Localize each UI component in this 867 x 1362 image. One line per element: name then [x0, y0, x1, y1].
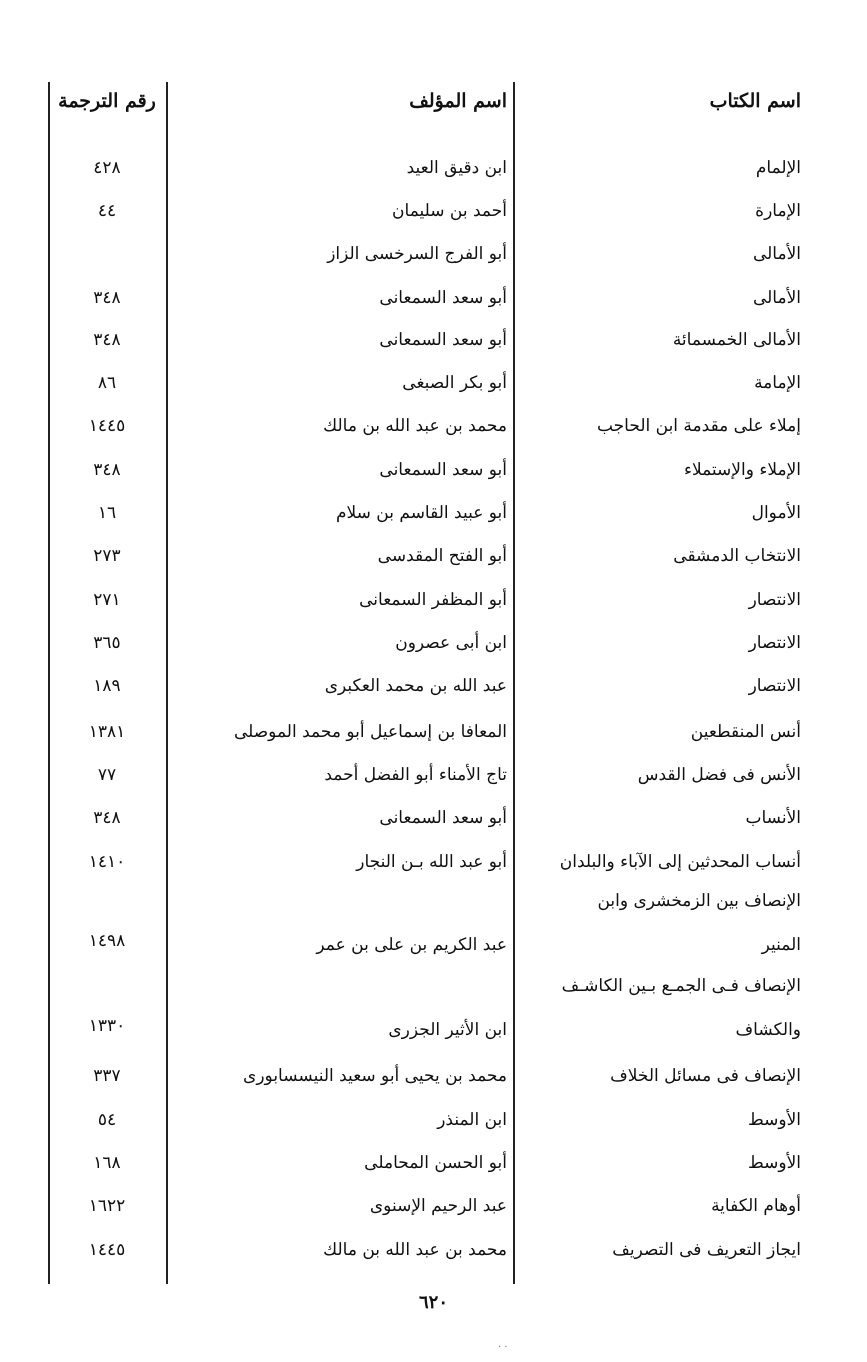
table-row: [0, 757, 867, 797]
entry-number-cell: ١٤٩٨: [88, 931, 126, 951]
entry-number-cell: ٣٤٨: [93, 808, 121, 828]
entry-number-cell: ٢٧١: [93, 590, 121, 610]
entry-number-cell: ١٦٨: [93, 1153, 121, 1173]
table-row: [0, 800, 867, 840]
author-name-cell: ابن أبى عصرون: [395, 633, 507, 653]
author-name-cell: ابن الأثير الجزرى: [388, 1020, 507, 1040]
book-title-cell: أنساب المحدثين إلى الآباء والبلدان: [559, 852, 801, 872]
entry-number-cell: ١٤٤٥: [88, 416, 126, 436]
author-name-cell: أبو الفرج السرخسى الزاز: [327, 244, 507, 264]
book-title-cell: الإنصاف فى مسائل الخلاف: [610, 1066, 801, 1086]
entry-number-cell: ٣٤٨: [93, 330, 121, 350]
book-title-cell: الإمامة: [754, 373, 801, 393]
author-name-cell: أبو عبد الله بـن النجار: [356, 852, 507, 872]
entry-number-cell: ٤٢٨: [93, 158, 121, 178]
book-title-cell: الأمالى: [752, 244, 801, 264]
author-name-cell: محمد بن يحيى أبو سعيد النيسسابورى: [243, 1066, 507, 1086]
entry-number-cell: ١٤١٠: [88, 852, 126, 872]
table-row: [0, 322, 867, 362]
table-row: [0, 538, 867, 578]
entry-number-cell: ٣٣٧: [93, 1066, 121, 1086]
author-name-cell: أبو سعد السمعانى: [379, 460, 507, 480]
book-title-cell: الأنساب: [745, 808, 801, 828]
entry-number-cell: ٣٤٨: [93, 288, 121, 308]
entry-number-cell: ٨٦: [97, 373, 117, 393]
table-row: [0, 976, 867, 1040]
book-title-cell: الانتصار: [748, 590, 801, 610]
book-title-cell-continued: المنير: [761, 935, 801, 955]
table-row: [0, 668, 867, 708]
entry-number-cell: ١٣٣٠: [88, 1016, 126, 1036]
author-name-cell: أبو بكر الصبغى: [402, 373, 507, 393]
author-name-cell: تاج الأمناء أبو الفضل أحمد: [324, 765, 507, 785]
table-row: [0, 714, 867, 754]
author-name-cell: ابن دقيق العيد: [406, 158, 507, 178]
table-row: [0, 193, 867, 233]
book-title-cell-continued: والكشاف: [735, 1020, 801, 1040]
author-name-cell: محمد بن عبد الله بن مالك: [323, 1240, 507, 1260]
author-name-cell: عبد الله بن محمد العكبرى: [324, 676, 507, 696]
table-row: [0, 1058, 867, 1098]
book-title-cell: الانتخاب الدمشقى: [673, 546, 801, 566]
book-title-cell: أنس المنقطعين: [690, 722, 801, 742]
table-row: [0, 1145, 867, 1185]
book-title-cell: الأوسط: [747, 1153, 801, 1173]
entry-number-cell: ٢٧٣: [93, 546, 121, 566]
entry-number-cell: ١٦٢٢: [88, 1196, 126, 1216]
author-name-cell: أبو سعد السمعانى: [379, 808, 507, 828]
scan-artifact: · ·: [498, 1342, 508, 1353]
table-row: [0, 1188, 867, 1228]
author-name-cell: عبد الرحيم الإسنوى: [369, 1196, 507, 1216]
entry-number-cell: ٣٤٨: [93, 460, 121, 480]
entry-number-cell: ١٤٤٥: [88, 1240, 126, 1260]
book-title-cell: الأوسط: [747, 1110, 801, 1130]
page-number: ٦٢٠: [418, 1292, 448, 1313]
table-row: [0, 280, 867, 320]
book-title-cell: الإلمام: [755, 158, 801, 178]
table-row: [0, 1232, 867, 1272]
book-title-cell: الانتصار: [748, 633, 801, 653]
author-name-cell: أبو سعد السمعانى: [379, 330, 507, 350]
entry-number-cell: ١٦: [97, 503, 117, 523]
author-name-cell: المعافا بن إسماعيل أبو محمد الموصلى: [233, 722, 507, 742]
author-name-cell: أبو عبيد القاسم بن سلام: [335, 503, 507, 523]
book-title-cell: الإمارة: [755, 201, 801, 221]
book-title-cell: أوهام الكفاية: [711, 1196, 801, 1216]
book-title-cell: الإنصاف بين الزمخشرى وابن: [597, 891, 801, 911]
header-book-title: اسم الكتاب: [709, 90, 801, 112]
book-title-cell: الأموال: [751, 503, 801, 523]
author-name-cell: أبو المظفر السمعانى: [359, 590, 507, 610]
table-header: [0, 84, 867, 124]
entry-number-cell: ٣٦٥: [93, 633, 121, 653]
table-row: [0, 582, 867, 622]
table-row: [0, 452, 867, 492]
author-name-cell: محمد بن عبد الله بن مالك: [323, 416, 507, 436]
header-author-name: اسم المؤلف: [409, 90, 507, 112]
entry-number-cell: ١٨٩: [93, 676, 121, 696]
header-entry-number: رقم الترجمة: [58, 90, 156, 112]
entry-number-cell: ٤٤: [97, 201, 117, 221]
author-name-cell: أبو الفتح المقدسى: [377, 546, 507, 566]
table-row: [0, 1102, 867, 1142]
table-row: [0, 365, 867, 405]
book-title-cell: ايجاز التعريف فى التصريف: [612, 1240, 801, 1260]
entry-number-cell: ١٣٨١: [88, 722, 126, 742]
table-row: [0, 150, 867, 190]
table-row: [0, 495, 867, 535]
author-name-cell: أبو الحسن المحاملى: [364, 1153, 507, 1173]
book-title-cell: الإنصاف فـى الجمـع بـين الكاشـف: [561, 976, 801, 996]
book-title-cell: الأمالى الخمسمائة: [672, 330, 801, 350]
author-name-cell: أبو سعد السمعانى: [379, 288, 507, 308]
book-title-cell: الانتصار: [748, 676, 801, 696]
table-row: [0, 625, 867, 665]
book-title-cell: الأنس فى فضل القدس: [637, 765, 801, 785]
book-title-cell: الإملاء والإستملاء: [683, 460, 801, 480]
author-name-cell: ابن المنذر: [437, 1110, 507, 1130]
entry-number-cell: ٥٤: [97, 1110, 117, 1130]
table-row: [0, 844, 867, 884]
author-name-cell: عبد الكريم بن على بن عمر: [316, 935, 507, 955]
table-row: [0, 408, 867, 448]
author-name-cell: أحمد بن سليمان: [392, 201, 507, 221]
book-title-cell: الأمالى: [752, 288, 801, 308]
book-title-cell: إملاء على مقدمة ابن الحاجب: [596, 416, 801, 436]
table-row: [0, 236, 867, 276]
entry-number-cell: ٧٧: [97, 765, 117, 785]
table-row: [0, 891, 867, 955]
